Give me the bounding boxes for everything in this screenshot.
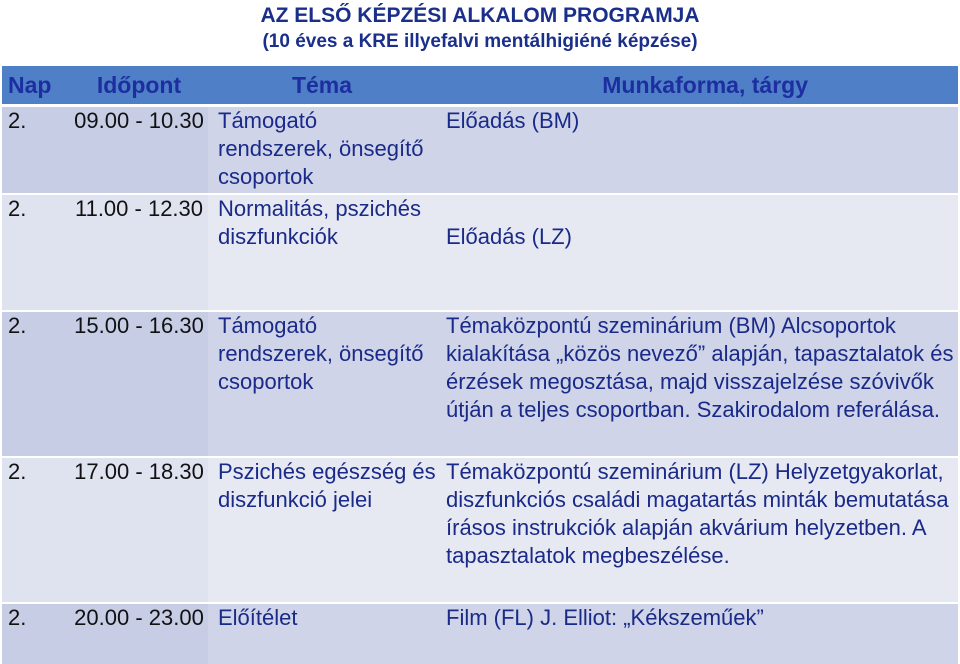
- cell-topic: Támogató rendszerek, önsegítő csoportok: [208, 106, 436, 195]
- cell-day: 2.: [2, 311, 70, 457]
- table-header-row: [2, 66, 958, 106]
- cell-form: Film (FL) J. Elliot: „Kékszeműek”: [436, 603, 958, 664]
- cell-day: 2.: [2, 457, 70, 603]
- table-row: [2, 106, 958, 195]
- column-header-topic: Téma: [208, 66, 436, 106]
- cell-time: 09.00 - 10.30: [70, 106, 208, 195]
- cell-topic: Normalitás, pszichés diszfunkciók: [208, 194, 436, 311]
- table-row: [2, 603, 958, 664]
- cell-topic: Előítélet: [208, 603, 436, 664]
- cell-form: Témaközpontú szeminárium (BM) Alcsoportok kialakítása „közös nevező” alapján, tapasztalatok és érzések megosztása, majd visszajelzése szóvivők útján a teljes csoportban. Szakirodalom referálása.: [436, 311, 958, 457]
- cell-day: 2.: [2, 194, 70, 311]
- title-line-2: (10 éves a KRE illyefalvi mentálhigiéné képzése): [262, 31, 698, 52]
- cell-topic: Támogató rendszerek, önsegítő csoportok: [208, 311, 436, 457]
- cell-day: 2.: [2, 603, 70, 664]
- document-title: [0, 0, 960, 62]
- column-header-form: Munkaforma, tárgy: [436, 66, 958, 106]
- cell-form: Témaközpontú szeminárium (LZ) Helyzetgyakorlat, diszfunkciós családi magatartás minták bemutatása írásos instrukciók alapján akvárium helyzetben. A tapasztalatok megbeszélése.: [436, 457, 958, 603]
- column-header-time: Időpont: [70, 66, 208, 106]
- cell-topic: Pszichés egészség és diszfunkció jelei: [208, 457, 436, 603]
- cell-time: 15.00 - 16.30: [70, 311, 208, 457]
- cell-day: 2.: [2, 106, 70, 195]
- cell-time: 11.00 - 12.30: [70, 194, 208, 311]
- cell-time: 20.00 - 23.00: [70, 603, 208, 664]
- program-table: [2, 66, 958, 664]
- column-header-day: Nap: [2, 66, 70, 106]
- table-row: [2, 457, 958, 603]
- table-row: [2, 311, 958, 457]
- cell-form: Előadás (LZ): [436, 194, 958, 311]
- cell-time: 17.00 - 18.30: [70, 457, 208, 603]
- title-line-1: AZ ELSŐ KÉPZÉSI ALKALOM PROGRAMJA: [260, 4, 700, 27]
- cell-form: Előadás (BM): [436, 106, 958, 195]
- table-row: [2, 194, 958, 311]
